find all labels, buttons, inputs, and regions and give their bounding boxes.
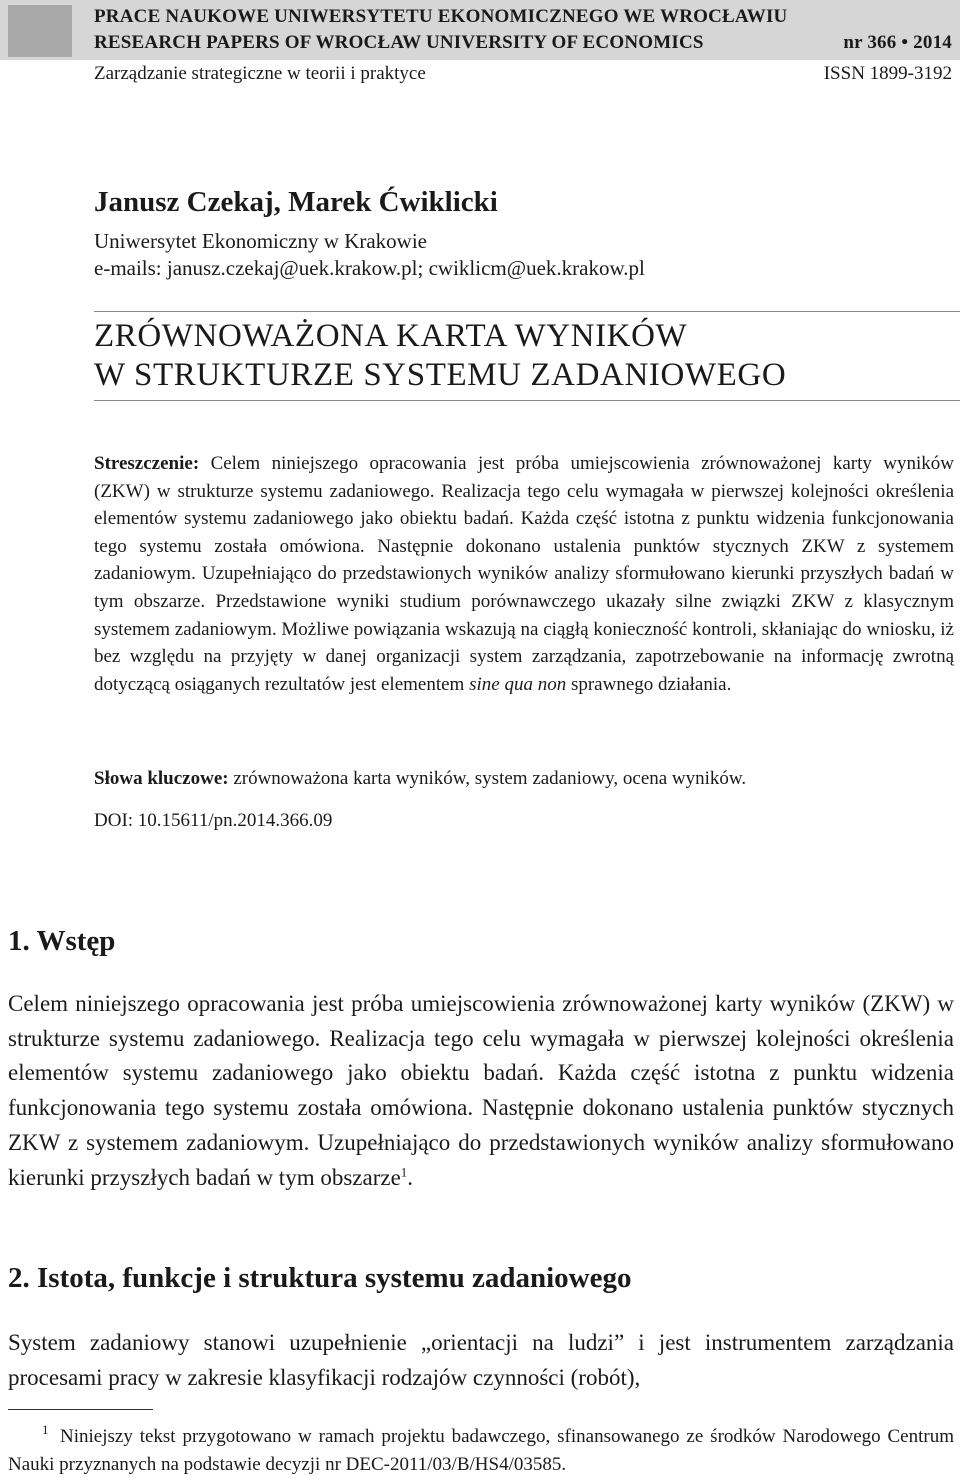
abstract <box>94 450 954 698</box>
journal-name-en: RESEARCH PAPERS OF WROCŁAW UNIVERSITY OF ECONOMICS <box>94 32 704 53</box>
author-emails: e-mails: janusz.czekaj@uek.krakow.pl; cwiklicm@uek.krakow.pl <box>94 256 645 280</box>
keywords-label: Słowa kluczowe: <box>94 768 229 789</box>
affiliation: Uniwersytet Ekonomiczny w Krakowie <box>94 229 427 253</box>
journal-name-pl: PRACE NAUKOWE UNIWERSYTETU EKONOMICZNEGO WE WROCŁAWIU <box>94 6 788 27</box>
paper-title-line-1: ZRÓWNOWAŻONA KARTA WYNIKÓW <box>94 318 688 354</box>
footnote <box>8 1423 954 1479</box>
section-1-heading: 1. Wstęp <box>8 925 116 957</box>
footnote-separator <box>8 1409 153 1410</box>
abstract-italic: sine qua non <box>469 673 567 695</box>
keywords-text: zrównoważona karta wyników, system zadaniowy, ocena wyników. <box>228 768 747 789</box>
section-2-paragraph: System zadaniowy stanowi uzupełnienie „orientacji na ludzi” i jest instrumentem zarządzania procesami pracy w zakresie klasyfikacji rodzajów czynności (robót), <box>8 1330 954 1390</box>
section-1-paragraph <box>8 987 954 1195</box>
doi: DOI: 10.15611/pn.2014.366.09 <box>94 810 333 831</box>
title-rule-bottom <box>94 400 960 401</box>
paper-title-line-2: W STRUKTURZE SYSTEMU ZADANIOWEGO <box>94 357 787 393</box>
section-2-heading: 2. Istota, funkcje i struktura systemu zadaniowego <box>8 1262 632 1294</box>
issue-number: nr 366 • 2014 <box>843 32 952 53</box>
abstract-text-end: sprawnego działania. <box>566 673 732 695</box>
abstract-text: Celem niniejszego opracowania jest próba umiejscowienia zrównoważonej karty wyników (ZKW) w strukturze systemu zadaniowego. Realizacja tego celu wymagała w pierwszej kolejności określenia elementów systemu zadaniowego jako obiektu badań. Każda część istotna z punktu widzenia funkcjonowania tego systemu została omówiona. Następnie dokonano ustalenia punktów stycznych ZKW z systemem zadaniowym. Uzupełniająco do przedstawionych wyników analizy sformułowano kierunki przyszłych badań w tym obszarze. Przedstawione wyniki studium porównawczego ukazały silne związki ZKW z klasycznym systemem zadaniowym. Możliwe powiązania wskazują na ciągłą konieczność kontroli, skłaniając do wniosku, iż bez względu na przyjęty w danej organizacji system zarządzania, zapotrzebowanie na informację zwrotną dotyczącą osiąganych rezultatów jest elementem <box>94 453 954 695</box>
keywords <box>94 768 954 790</box>
issn: ISSN 1899-3192 <box>823 63 952 84</box>
footnote-mark: 1 <box>42 1422 49 1437</box>
abstract-label: Streszczenie: <box>94 453 200 474</box>
footnote-text: Niniejszy tekst przygotowano w ramach projektu badawczego, sfinansowanego ze środków Narodowego Centrum Nauki przyznanych na podstawie decyzji nr DEC-2011/03/B/HS4/03585. <box>8 1426 954 1475</box>
section-1-text-end: . <box>407 1164 414 1190</box>
series-title: Zarządzanie strategiczne w teorii i praktyce <box>94 63 426 84</box>
footnote-reference[interactable]: 1 <box>400 1163 408 1179</box>
header-logo-block <box>8 5 72 57</box>
section-1-text: Celem niniejszego opracowania jest próba umiejscowienia zrównoważonej karty wyników (ZKW) w strukturze systemu zadaniowego. Realizacja tego celu wymagała w pierwszej kolejności określenia elementów systemu zadaniowego jako obiektu badań. Każda część istotna z punktu widzenia funkcjonowania tego systemu została omówiona. Następnie dokonano ustalenia punktów stycznych ZKW z systemem zadaniowym. Uzupełniająco do przedstawionych wyników analizy sformułowano kierunki przyszłych badań w tym obszarze <box>8 991 954 1190</box>
authors: Janusz Czekaj, Marek Ćwiklicki <box>94 186 498 218</box>
title-rule-top <box>94 311 960 312</box>
